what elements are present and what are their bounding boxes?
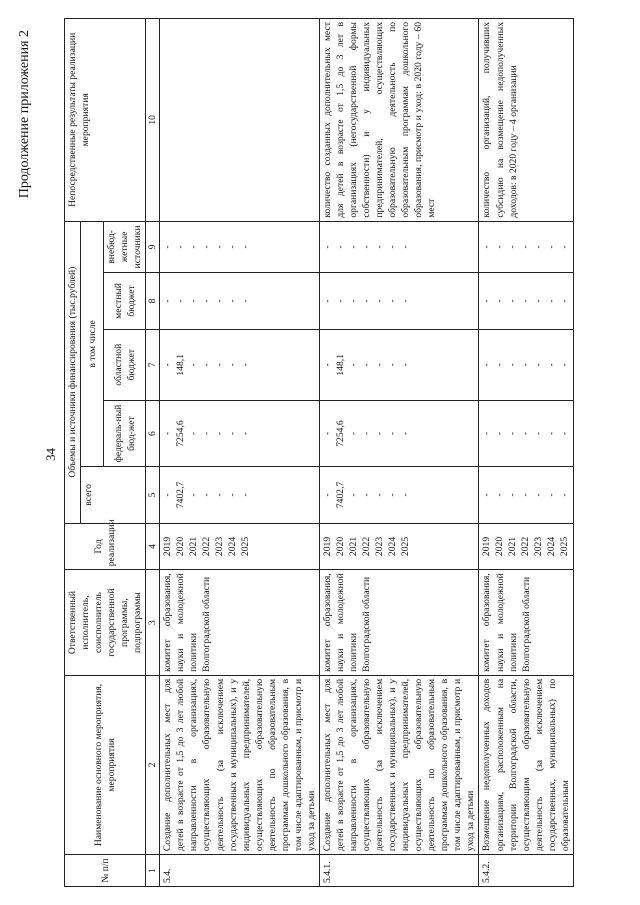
cell-federal-value: - [559,431,571,436]
header-volumes: Объемы и источники финансирования (тыс.рублей) [65,221,81,523]
cell-extra-value: - [507,245,519,249]
cell-extra-value: - [546,245,558,249]
cell-extra-value: - [227,245,239,249]
cell-extra-value: - [533,245,545,249]
cell-results [160,19,320,222]
cell-federal-value: - [201,431,213,436]
cell-extra-value: - [360,245,372,249]
cell-total-value: - [162,493,174,497]
column-index-row [146,19,160,887]
header-year: Год реализации [65,523,146,570]
cell-total-value: - [546,493,558,497]
cell-extra [160,221,320,273]
cell-total-value: - [520,493,532,497]
cell-federal-value: - [347,431,359,436]
cell-local-value: - [546,299,558,303]
cell-extra-value: - [494,245,506,249]
cell-measure-name: Создание дополнительных мест для детей в возрасте от 1,5 до 3 лет любой направленности в организациях, осуществляющих образовательную деятельность (за исключением государственных и муниципальных), и у индивидуальных предпринимателей, осуществляющих образовательную деятельность по образовательным программам дошкольного образования, в том числе адаптированным, и присмотр и уход за детьми [319,675,479,854]
cell-local-value: - [227,299,239,303]
cell-extra-value: - [399,245,411,249]
cell-local-value: - [240,299,252,303]
cell-local-value: - [214,299,226,303]
cell-regional [479,329,573,400]
cell-federal-value: - [520,431,532,436]
cell-local-value: - [188,299,200,303]
cell-years-value: 2023 [533,536,545,557]
col-index: 6 [146,400,160,466]
cell-total-value: 7402,7 [334,481,346,509]
cell-federal-value: - [360,431,372,436]
cell-local-value: - [399,299,411,303]
header-name: Наименование основного мероприятия, мероприятия [65,675,146,854]
header-local: местный бюджет [104,273,146,329]
cell-local-value: - [162,299,174,303]
cell-years-value: 2019 [162,536,174,557]
cell-years [319,523,479,570]
cell-years-value: 2021 [188,536,200,557]
cell-measure-name: Создание дополнительных мест для детей в возрасте от 1,5 до 3 лет любой направленности в организациях, осуществляющих образовательную деятельность (за исключением государственных и муниципальных), и у индивидуальных предпринимателей, осуществляющих образовательную деятельность по образовательным программам дошкольного образования, в том числе адаптированным, и присмотр и уход за детьми [160,675,320,854]
cell-federal-value: - [399,431,411,436]
col-index: 1 [146,855,160,887]
cell-extra-value: - [559,245,571,249]
cell-total-value: - [533,493,545,497]
cell-extra-value: - [334,245,346,249]
cell-total-value: - [321,493,333,497]
cell-regional-value: - [520,363,532,367]
header-regional: областной бюджет [104,329,146,400]
cell-federal-value: - [546,431,558,436]
cell-regional-value: - [240,363,252,367]
cell-total-value: - [373,493,385,497]
cell-years-value: 2022 [201,536,213,557]
cell-total-value: - [386,493,398,497]
cell-total-value: - [188,493,200,497]
cell-federal-value: - [494,431,506,436]
cell-local [160,273,320,329]
header-total: всего [81,467,146,523]
cell-extra-value: - [201,245,213,249]
cell-total-value: - [201,493,213,497]
cell-years-value: 2019 [481,536,493,557]
cell-local [319,273,479,329]
cell-extra [479,221,573,273]
cell-extra-value: - [321,245,333,249]
cell-extra-value: - [162,245,174,249]
cell-extra-value: - [175,245,187,249]
cell-executor: комитет образования, науки и молодежной политики Волгоградской области [479,570,573,676]
cell-regional-value: - [162,363,174,367]
cell-years-value: 2020 [494,536,506,557]
cell-regional-value: 148,1 [175,354,187,376]
table-row [479,19,573,887]
cell-extra-value: - [520,245,532,249]
cell-total-value: - [214,493,226,497]
cell-years-value: 2024 [386,536,398,557]
col-index: 4 [146,523,160,570]
cell-extra-value: - [347,245,359,249]
cell-regional-value: - [559,363,571,367]
cell-local-value: - [494,299,506,303]
cell-federal-value: 7254,6 [175,420,187,447]
cell-number: 5.4. [160,855,320,887]
cell-regional-value: - [494,363,506,367]
col-index: 3 [146,570,160,676]
cell-total-value: - [494,493,506,497]
cell-total-value: - [481,493,493,497]
cell-results: количество организаций, получивших субсидию на возмещение недополученных доходов: в 2020 году – 4 организации [479,19,573,222]
cell-federal-value: - [188,431,200,436]
cell-local-value: - [533,299,545,303]
col-index: 10 [146,19,160,222]
cell-federal-value: - [533,431,545,436]
cell-federal [319,400,479,466]
cell-years-value: 2020 [334,536,346,557]
cell-years-value: 2025 [240,536,252,557]
cell-total-value: - [360,493,372,497]
cell-years-value: 2021 [347,536,359,557]
cell-years [160,523,320,570]
cell-regional-value: - [546,363,558,367]
cell-regional-value: 148,1 [334,354,346,376]
cell-regional-value: - [481,363,493,367]
header-federal: федераль-ный бюд-жет [104,400,146,466]
cell-local-value: - [321,299,333,303]
cell-years-value: 2024 [227,536,239,557]
cell-years-value: 2025 [559,536,571,557]
col-index: 7 [146,329,160,400]
cell-extra-value: - [214,245,226,249]
cell-results: количество созданных дополнительных мест для детей в возрасте от 1,5 до 3 лет в организациях (негосударственной формы собственности) и у индивидуальных предпринимателей, осуществляющих образовательную деятельность по образовательным программам дошкольного образования, присмотр и уход: в 2020 году – 60 мест [319,19,479,222]
cell-regional-value: - [214,363,226,367]
col-index: 2 [146,675,160,854]
cell-years-value: 2025 [399,536,411,557]
cell-local-value: - [559,299,571,303]
table-row [319,19,479,887]
cell-federal-value: - [373,431,385,436]
cell-federal-value: - [214,431,226,436]
cell-measure-name: Возмещение недополученных доходов организациям, расположенным на территории Волгоградской области, осуществляющим образовательную деятельность (за исключением государственных, муниципальных) по образовательным [479,675,573,854]
header-results: Непосредственные результаты реализации мероприятия [65,19,146,222]
col-index: 8 [146,273,160,329]
cell-regional-value: - [321,363,333,367]
cell-federal-value: - [386,431,398,436]
cell-federal-value: 7254,6 [334,420,346,447]
header-extra: внебюд-жетные источники [104,221,146,273]
cell-local-value: - [201,299,213,303]
cell-total [160,467,320,523]
header-including: в том числе [81,221,104,467]
table-row [160,19,320,887]
cell-years-value: 2021 [507,536,519,557]
cell-years-value: 2022 [520,536,532,557]
cell-number: 5.4.2. [479,855,573,887]
cell-years-value: 2024 [546,536,558,557]
cell-local-value: - [347,299,359,303]
cell-local-value: - [334,299,346,303]
appendix-caption: Продолжение приложения 2 [17,30,32,199]
cell-federal [160,400,320,466]
cell-years-value: 2023 [214,536,226,557]
col-index: 5 [146,467,160,523]
header-executor: Ответственный исполнитель, соисполнитель государственной программы, подпрограммы [65,570,146,676]
cell-executor: комитет образования, науки и молодежной политики Волгоградской области [160,570,320,676]
cell-number: 5.4.1. [319,855,479,887]
page-number: 34 [43,448,58,461]
cell-regional-value: - [507,363,519,367]
cell-regional-value: - [386,363,398,367]
cell-federal-value: - [240,431,252,436]
cell-local-value: - [386,299,398,303]
cell-regional-value: - [373,363,385,367]
cell-regional-value: - [347,363,359,367]
cell-total-value: 7402,7 [175,481,187,509]
funding-table [64,18,574,887]
cell-total-value: - [347,493,359,497]
cell-extra-value: - [188,245,200,249]
cell-regional-value: - [360,363,372,367]
cell-local-value: - [373,299,385,303]
cell-total-value: - [227,493,239,497]
cell-regional-value: - [399,363,411,367]
cell-total [479,467,573,523]
cell-years [479,523,573,570]
col-index: 9 [146,221,160,273]
cell-local [479,273,573,329]
cell-local-value: - [175,299,187,303]
cell-regional-value: - [188,363,200,367]
cell-extra [319,221,479,273]
cell-federal-value: - [227,431,239,436]
cell-total-value: - [240,493,252,497]
cell-executor: комитет образования, науки и молодежной политики Волгоградской области [319,570,479,676]
cell-local-value: - [481,299,493,303]
cell-federal-value: - [481,431,493,436]
cell-total [319,467,479,523]
cell-years-value: 2019 [321,536,333,557]
cell-years-value: 2022 [360,536,372,557]
cell-regional-value: - [201,363,213,367]
cell-years-value: 2023 [373,536,385,557]
header-no: № п/п [65,855,146,887]
cell-federal-value: - [321,431,333,436]
table-body [160,19,573,887]
cell-regional-value: - [533,363,545,367]
cell-extra-value: - [240,245,252,249]
cell-regional [160,329,320,400]
cell-total-value: - [559,493,571,497]
cell-total-value: - [399,493,411,497]
cell-extra-value: - [373,245,385,249]
cell-federal-value: - [507,431,519,436]
cell-extra-value: - [481,245,493,249]
cell-regional [319,329,479,400]
cell-federal-value: - [162,431,174,436]
cell-regional-value: - [227,363,239,367]
cell-total-value: - [507,493,519,497]
cell-federal [479,400,573,466]
cell-local-value: - [360,299,372,303]
cell-local-value: - [507,299,519,303]
cell-extra-value: - [386,245,398,249]
cell-local-value: - [520,299,532,303]
cell-years-value: 2020 [175,536,187,557]
